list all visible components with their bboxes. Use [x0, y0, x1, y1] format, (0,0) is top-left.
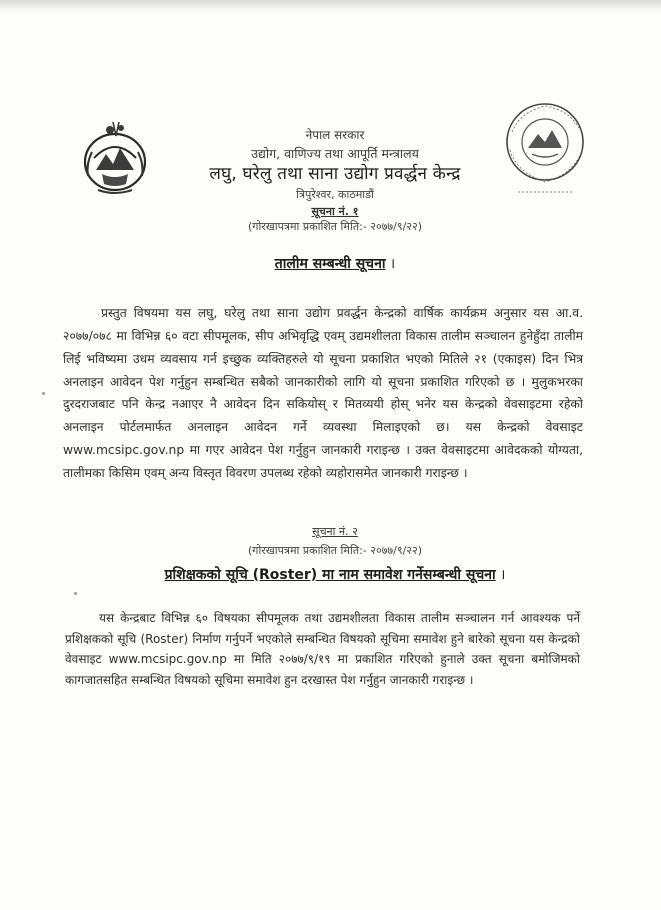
notice-2-header: [120, 524, 550, 558]
notice-2-heading: [90, 565, 580, 584]
notice-number-2: सूचना नं. २: [312, 525, 358, 538]
government-name: नेपाल सरकार: [305, 128, 365, 142]
scan-edge: [0, 0, 661, 14]
publication-date-1: (गोरखापत्रमा प्रकाशित मिति:- २०७७/९/२२): [247, 220, 423, 234]
notice-1-title: तालीम सम्बन्धी सूचना: [274, 256, 386, 272]
ministry-name: उद्योग, वाणिज्य तथा आपूर्ति मन्त्रालय: [251, 146, 419, 161]
notice-number-1: सूचना नं. १: [311, 204, 359, 218]
notice-1-title-suffix: ।: [385, 256, 396, 272]
notice-2-title: प्रशिक्षकको सूचि (Roster) मा नाम समावेश गर्नेसम्बन्धी सूचना: [164, 567, 496, 583]
letterhead: [120, 128, 550, 234]
office-address: त्रिपुरेश्वर, काठमाडौं: [296, 187, 374, 201]
notice-1-heading: [120, 254, 550, 273]
notice-2-body: यस केन्द्रबाट विभिन्न ६० विषयका सीपमूलक तथा उद्यमशीलता विकास तालीम सञ्चालन गर्न आवश्यक पर्ने प्रशिक्षकको सूचि (Roster) निर्माण गर्नुपर्ने भएकोले सम्बन्धित विषयको सूचिमा समावेश हुने बारेको सूचना यस केन्द्रको वेवसाइट www.mcsipc.gov.np मा मिति २०७७/९/१९ मा प्रकाशित गरिएको हुनाले उक्त सूचना बमोजिमको कागजातसहित सम्बन्धित विषयको सूचिमा समावेश हुन दरखास्त पेश गर्नुहुन जानकारी गराइन्छ ।: [65, 611, 580, 687]
notice-2-title-suffix: ।: [495, 567, 506, 583]
notice-1-body: प्रस्तुत विषयमा यस लघु, घरेलु तथा साना उद्योग प्रवर्द्धन केन्द्रको वार्षिक कार्यक्रम अनुसार यस आ.व. २०७७/०७८ मा विभिन्न ६० वटा सीपमूलक, सीप अभिवृद्धि एवम् उद्यमशीलता विकास तालीम सञ्चालन हुनेहुँदा तालीम लिई भविष्यमा उधम व्यवसाय गर्न इच्छुक व्यक्तिहरुले यो सूचना प्रकाशित भएको मितिले २१ (एकाइस) दिन भित्र अनलाइन आवेदन पेश गर्नुहुन सम्बन्धित सबैको जानकारीको लागि यो सूचना प्रकाशित गरिएको छ । मुलुकभरका दुरदराजबाट पनि केन्द्र नआएर नै आवेदन दिन सकियोस् र मितव्ययी होस् भनेर यस केन्द्रको वेवसाइटमा रहेको अनलाइन पोर्टलमार्फत अनलाइन आवेदन गर्ने व्यवस्था मिलाइएको छ। यस केन्द्रको वेवसाइट www.mcsipc.gov.np मा गएर आवेदन पेश गर्नुहुन जानकारी गराइन्छ । उक्त वेवसाइटमा आवेदकको योग्यता, तालीमका किसिम एवम् अन्य विस्तृत विवरण उपलब्ध रहेको व्यहोरासमेत जानकारी गराइन्छ ।: [63, 306, 583, 480]
publication-date-2: (गोरखापत्रमा प्रकाशित मिति:- २०७७/९/२२): [247, 544, 423, 557]
center-name: लघु, घरेलु तथा साना उद्योग प्रवर्द्धन केन्द्र: [209, 163, 461, 184]
scan-speck: [42, 392, 45, 395]
scan-speck: [74, 592, 77, 595]
